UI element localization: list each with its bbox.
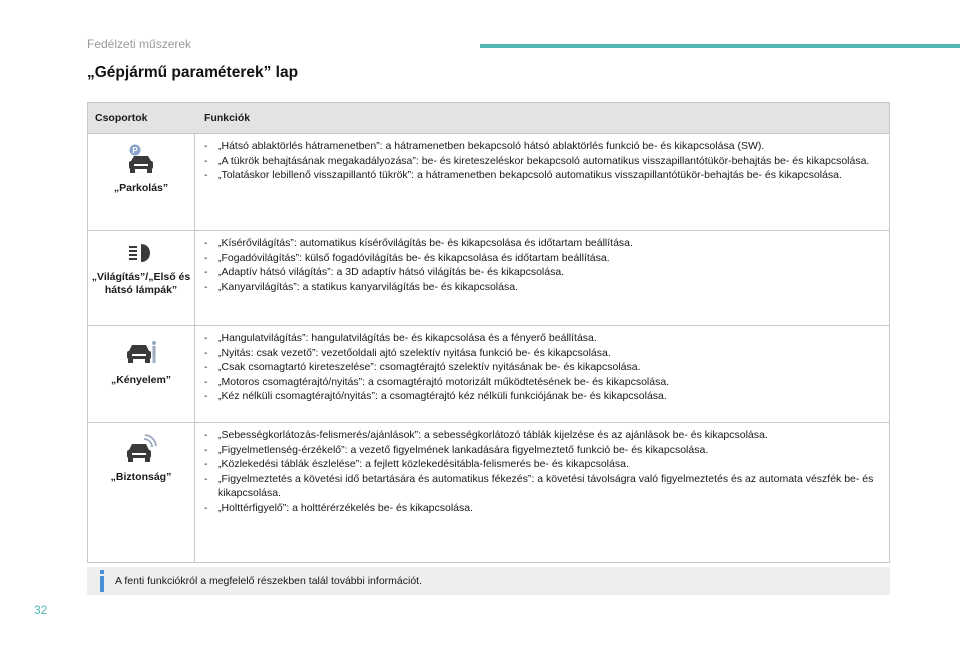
function-list [195, 231, 889, 325]
table-row [88, 231, 889, 326]
column-header-groups: Csoportok [95, 112, 148, 124]
category-cell [88, 134, 195, 230]
category-cell [88, 423, 195, 562]
function-item: - „Kéz nélküli csomagtérajtó/nyitás”: a csomagtérajtó kéz nélküli funkciójának be- és kikapcsolása. [204, 389, 881, 404]
table-row [88, 134, 889, 231]
header-accent-bar [480, 44, 960, 48]
function-item: - „Sebességkorlátozás-felismerés/ajánlások”: a sebességkorlátozó táblák kijelzése és az ajánlások be- és kikapcsolása. [204, 428, 881, 443]
function-item: - „Csak csomagtartó kireteszelése”: csomagtérajtó szelektív nyitásának be- és kikapcsolása. [204, 360, 881, 375]
category-label: „Kényelem” [110, 374, 172, 386]
info-note-text: A fenti funkciókról a megfelelő részekben talál további információt. [115, 575, 422, 587]
function-item: - „A tükrök behajtásának megakadályozása”: be- és kireteszeléskor bekapcsoló automatikus visszapillantótükör-behajtás be- és kikapcsolása. [204, 154, 881, 169]
page-number: 32 [34, 603, 48, 617]
function-item: - „Fogadóvilágítás”: külső fogadóvilágítás be- és kikapcsolása és időtartam beállítása. [204, 251, 881, 266]
function-item: - „Nyitás: csak vezető”: vezetőoldali ajtó szelektív nyitása funkció be- és kikapcsolása. [204, 346, 881, 361]
function-list [195, 326, 889, 422]
info-note [87, 567, 890, 595]
function-item: - „Figyelmeztetés a követési idő betartására és automatikus fékezés”: a követési távolságra való figyelmeztetés és az automata vészfék be- és kikapcsolása. [204, 472, 881, 501]
category-label: „Biztonság” [110, 471, 172, 483]
function-item: - „Tolatáskor lebillenő visszapillantó tükrök”: a hátramenetben bekapcsoló automatikus visszapillantótükör-behajtás be- és kikapcsolása. [204, 168, 881, 183]
function-item: - „Hangulatvilágítás”: hangulatvilágítás be- és kikapcsolása és a fényerő beállítása. [204, 331, 881, 346]
function-item: - „Kanyarvilágítás”: a statikus kanyarvilágítás be- és kikapcsolása. [204, 280, 881, 295]
category-label: „Parkolás” [113, 182, 169, 194]
category-label: „Világítás”/„Első és hátsó lámpák” [91, 271, 191, 296]
svg-text:P: P [132, 146, 138, 155]
parking-car-icon [125, 144, 157, 176]
function-item: - „Hátsó ablaktörlés hátramenetben”: a hátramenetben bekapcsoló hátsó ablaktörlés funkció be- és kikapcsolása (SW). [204, 139, 881, 154]
category-cell [88, 326, 195, 422]
function-item: - „Közlekedési táblák észlelése”: a fejlett közlekedésitábla-felismerés be- és kikapcsolása. [204, 457, 881, 472]
comfort-car-person-icon [124, 336, 158, 368]
table-row [88, 423, 889, 562]
function-item: - „Adaptív hátsó világítás”: a 3D adaptív hátsó világítás be- és kikapcsolása. [204, 265, 881, 280]
function-list [195, 423, 889, 562]
function-list [195, 134, 889, 230]
function-item: - „Holttérfigyelő”: a holttérérzékelés be- és kikapcsolása. [204, 501, 881, 516]
function-item: - „Figyelmetlenség-érzékelő”: a vezető figyelmének lankadására figyelmeztető funkció be- és kikapcsolása. [204, 443, 881, 458]
headlamp-icon [127, 241, 155, 265]
parameters-table [87, 102, 890, 563]
section-title: Fedélzeti műszerek [87, 37, 192, 51]
table-row [88, 326, 889, 423]
table-header [88, 103, 889, 134]
function-item: - „Motoros csomagtérajtó/nyitás”: a csomagtérajtó motorizált működtetésének be- és kikapcsolása. [204, 375, 881, 390]
column-header-functions: Funkciók [204, 112, 251, 124]
info-icon [91, 570, 113, 592]
function-item: - „Kísérővilágítás”: automatikus kísérővilágítás be- és kikapcsolása és időtartam beállítása. [204, 236, 881, 251]
safety-car-waves-icon [124, 433, 158, 465]
page-title: „Gépjármű paraméterek” lap [87, 64, 299, 81]
category-cell [88, 231, 195, 325]
